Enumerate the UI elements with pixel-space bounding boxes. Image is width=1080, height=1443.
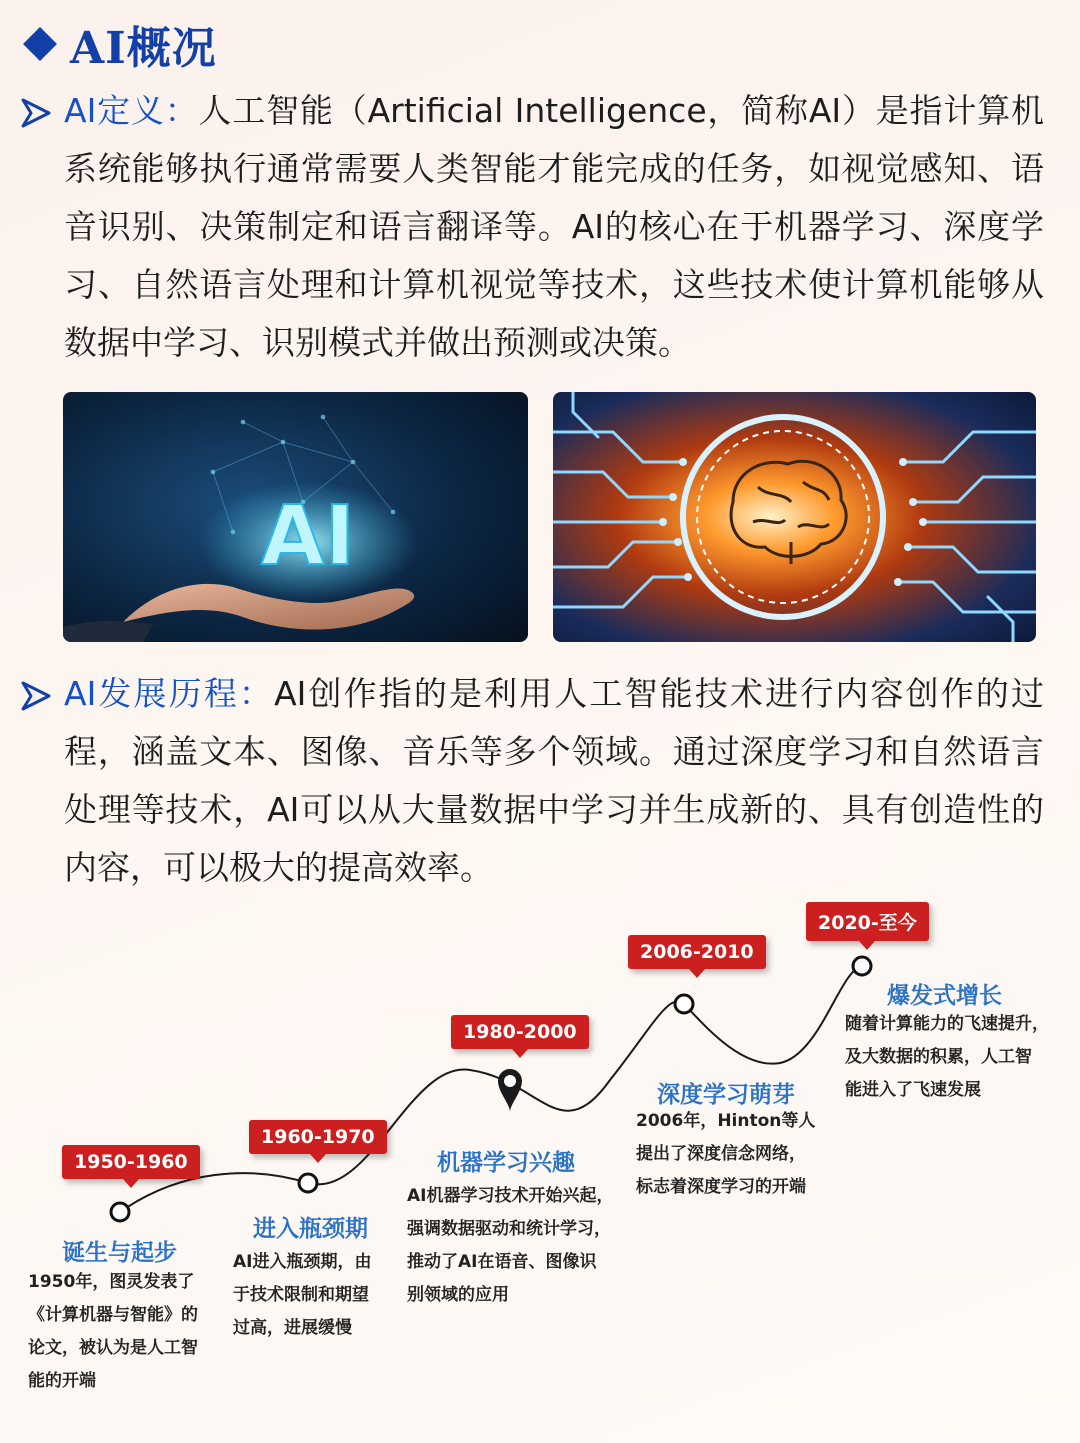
period-label-1960: 1960-1970 (249, 1120, 387, 1154)
timeline-desc-1960: AI进入瓶颈期，由 于技术限制和期望 过高，进展缓慢 (233, 1252, 372, 1338)
period-label-2020: 2020-至今 (806, 902, 929, 941)
timeline-desc-1950: 1950年，图灵发表了 《计算机器与智能》的 论文，被认为是人工智 能的开端 (28, 1272, 198, 1391)
map-pin-icon (495, 1064, 525, 1114)
timeline-node-1960 (296, 1171, 320, 1195)
timeline-node-1950 (108, 1200, 132, 1224)
page-title-text: AI概况 (70, 23, 217, 74)
timeline-title-1980: 机器学习兴趣 (437, 1150, 575, 1176)
timeline-title-2006: 深度学习萌芽 (657, 1082, 795, 1108)
timeline-desc-2006: 2006年，Hinton等人 提出了深度信念网络， 标志着深度学习的开端 (636, 1111, 816, 1197)
timeline-desc-1980: AI机器学习技术开始兴起， 强调数据驱动和统计学习， 推动了AI在语音、图像识 别领域的应用 (407, 1186, 614, 1305)
timeline-title-1950: 诞生与起步 (62, 1240, 177, 1266)
definition-lead: AI定义： (64, 91, 199, 130)
history-lead: AI发展历程： (64, 674, 275, 713)
ai-overlay-text: AI (261, 489, 355, 584)
timeline-title-2020: 爆发式增长 (887, 983, 1002, 1009)
timeline-node-2006 (672, 992, 696, 1016)
period-label-1950: 1950-1960 (62, 1145, 200, 1179)
timeline-title-1960: 进入瓶颈期 (253, 1216, 368, 1242)
timeline-desc-2020: 随着计算能力的飞速提升， 及大数据的积累，人工智 能进入了飞速发展 (845, 1014, 1049, 1100)
history-text: AI创作指的是利用人工智能技术进行内容创作的过程，涵盖文本、图像、音乐等多个领域。通过深度学习和自然语言处理等技术，AI可以从大量数据中学习并生成新的、具有创造性的内容，可以极大的提高效率。 (64, 674, 1044, 887)
definition-text: 人工智能（Artificial Intelligence，简称AI）是指计算机系统能够执行通常需要人类智能才能完成的任务，如视觉感知、语音识别、决策制定和语言翻译等。AI的核心在于机器学习、深度学习、自然语言处理和计算机视觉等技术，这些技术使计算机能够从数据中学习、识别模式并做出预测或决策。 (64, 91, 1045, 362)
period-label-2006: 2006-2010 (628, 935, 766, 969)
period-label-1980: 1980-2000 (451, 1015, 589, 1049)
timeline-node-2020 (850, 954, 874, 978)
